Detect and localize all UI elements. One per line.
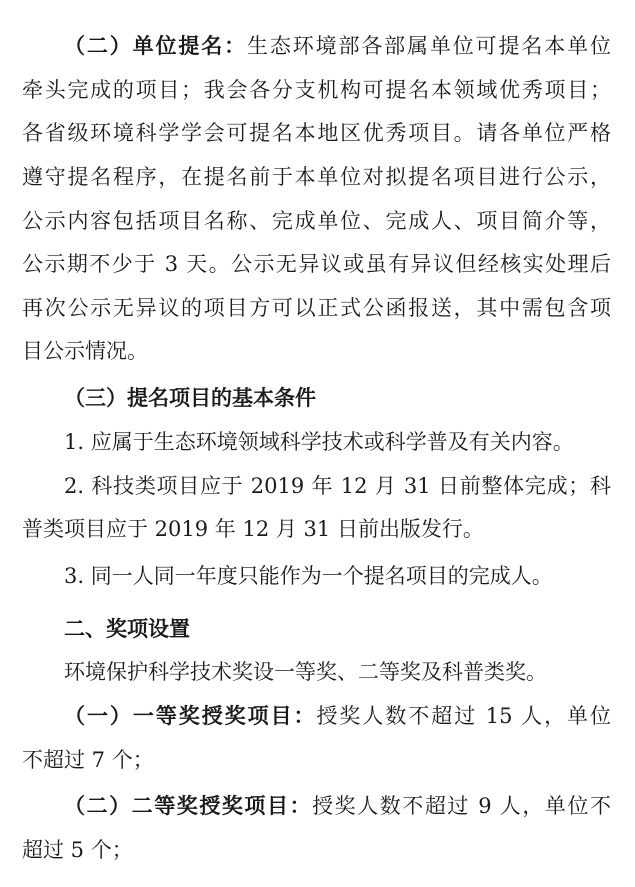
condition-item-3: 3. 同一人同一年度只能作为一个提名项目的完成人。 [64, 564, 553, 588]
paragraph-line: 目公示情况。 [22, 339, 148, 363]
paragraph-text: 授奖人数不超过 15 人，单位 [316, 704, 611, 728]
paragraph-text: 生态环境部各部属单位可提名本单位 [246, 34, 611, 58]
condition-item-2: 2. 科技类项目应于 2019 年 12 月 31 日前整体完成；科 [64, 474, 611, 498]
paragraph-line: 各省级环境科学学会可提名本地区优秀项目。请各单位严格 [22, 121, 611, 145]
paragraph-line: 牵头完成的项目；我会各分支机构可提名本领域优秀项目； [22, 78, 611, 102]
second-prize-heading: （二）二等奖授奖项目： [64, 794, 313, 818]
paragraph-line: 遵守提名程序，在提名前于本单位对拟提名项目进行公示， [22, 165, 611, 189]
first-prize-heading: （一）一等奖授奖项目： [64, 704, 317, 728]
awards-intro: 环境保护科学技术奖设一等奖、二等奖及科普类奖。 [64, 660, 547, 684]
section-heading-awards: 二、奖项设置 [64, 617, 190, 641]
section-heading-unit-nomination: （二）单位提名： [64, 34, 247, 58]
paragraph-line [64, 791, 611, 821]
paragraph-line: 超过 5 个； [22, 838, 133, 862]
paragraph-text: 授奖人数不超过 9 人，单位不 [312, 794, 611, 818]
paragraph-line [64, 31, 611, 61]
paragraph-line: 不超过 7 个； [22, 748, 154, 772]
paragraph-line: 公示期不少于 3 天。公示无异议或虽有异议但经核实处理后 [22, 252, 611, 276]
condition-item-1: 1. 应属于生态环境领域科学技术或科学普及有关内容。 [64, 430, 574, 454]
section-heading-basic-conditions: （三）提名项目的基本条件 [64, 386, 316, 410]
paragraph-line: 再次公示无异议的项目方可以正式公函报送，其中需包含项 [22, 296, 611, 320]
condition-item-2-continued: 普类项目应于 2019 年 12 月 31 日前出版发行。 [22, 517, 484, 541]
paragraph-line [64, 701, 611, 731]
paragraph-line: 公示内容包括项目名称、完成单位、完成人、项目简介等， [22, 209, 611, 233]
